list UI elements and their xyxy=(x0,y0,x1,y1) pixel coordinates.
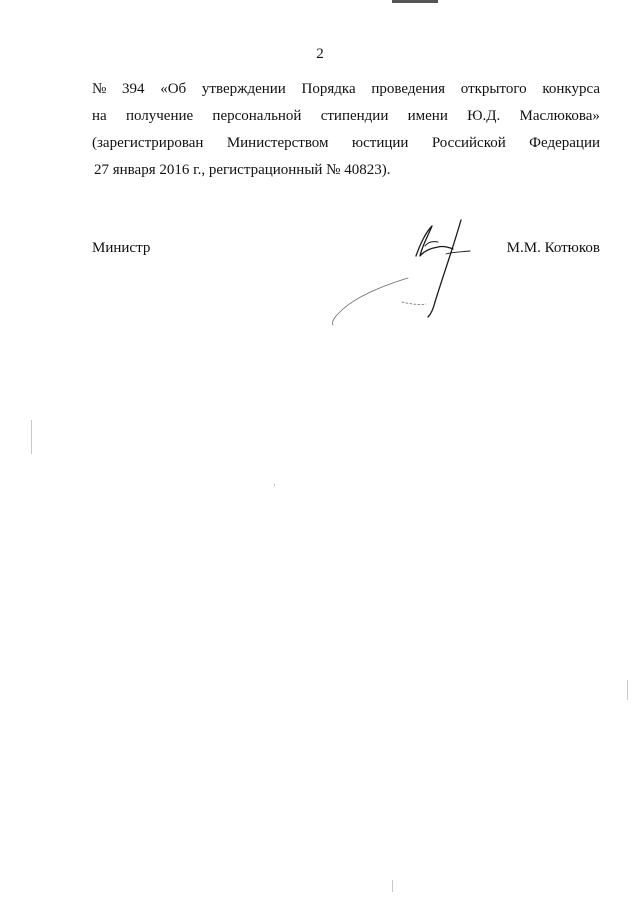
word: на xyxy=(92,108,107,124)
paragraph-line xyxy=(92,76,600,103)
word: Маслюкова» xyxy=(519,108,600,124)
signature-loop-stroke xyxy=(416,226,453,256)
word: Порядка xyxy=(301,81,356,97)
word: имени xyxy=(407,108,448,124)
word: (зарегистрирован xyxy=(92,135,204,151)
page-number: 2 xyxy=(316,46,324,62)
scan-artifact xyxy=(31,420,32,454)
signature-sweep-stroke xyxy=(332,278,408,325)
handwritten-signature xyxy=(322,214,472,336)
word: «Об xyxy=(160,81,187,97)
signature-tail-stroke xyxy=(402,302,426,304)
signature-mark-stroke xyxy=(425,242,438,246)
word: Федерации xyxy=(529,135,600,151)
signature-vertical-stroke xyxy=(428,220,461,317)
scan-edge-mark xyxy=(392,0,438,3)
word: получение xyxy=(125,108,194,124)
word: Российской xyxy=(431,135,506,151)
word: конкурса xyxy=(542,81,600,97)
word: утверждении xyxy=(201,81,286,97)
word: 394 xyxy=(122,81,145,97)
paragraph-last-line: 27 января 2016 г., регистрационный № 40823). xyxy=(94,162,391,178)
word: персональной xyxy=(212,108,302,124)
signature-underline-stroke xyxy=(446,251,470,254)
scan-artifact xyxy=(627,680,628,700)
scan-artifact xyxy=(392,880,393,892)
word: стипендии xyxy=(320,108,389,124)
paragraph-line xyxy=(92,130,600,157)
word: открытого xyxy=(460,81,527,97)
word: № xyxy=(92,81,107,97)
word: юстиции xyxy=(351,135,409,151)
paragraph-line xyxy=(92,103,600,130)
word: проведения xyxy=(371,81,446,97)
position-title: Министр xyxy=(92,240,151,256)
scan-artifact xyxy=(274,484,275,486)
word: Министерством xyxy=(226,135,329,151)
word: Ю.Д. xyxy=(467,108,501,124)
body-paragraph xyxy=(92,76,600,184)
signer-name: М.М. Котюков xyxy=(506,240,600,256)
